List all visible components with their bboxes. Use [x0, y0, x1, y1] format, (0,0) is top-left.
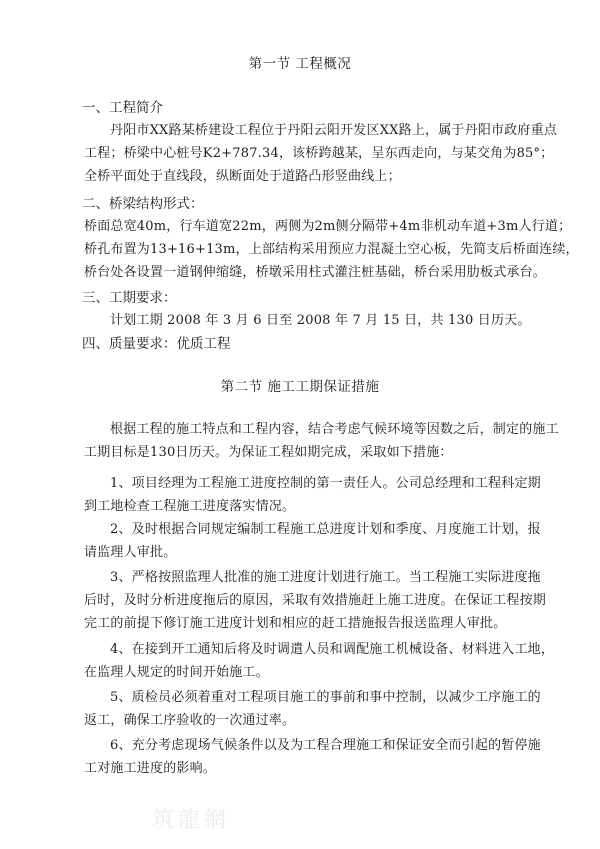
text-line: 工对施工进度的影响。 [84, 761, 217, 776]
text-line: 4、在接到开工通知后将及时调遣人员和调配施工机械设备、材料进入工地， [110, 642, 555, 657]
text-line: 后时，及时分析进度拖后的原因，采取有效措施赶上施工进度。在保证工程按期 [84, 593, 547, 608]
text-line: 6、充分考虑现场气候条件以及为工程合理施工和保证安全而引起的暂停施 [110, 738, 541, 753]
heading-bridge-structure: 二、桥梁结构形式： [82, 196, 204, 212]
text-line: 工程；桥梁中心桩号K2+787.34，该桥跨越某，呈东西走向，与某交角为85°； [84, 146, 554, 161]
text-line: 根据工程的施工特点和工程内容，结合考虑气候环境等因数之后，制定的施工 [110, 422, 559, 437]
text-line: 到工地检查工程施工进度落实情况。 [84, 499, 296, 514]
measure-item-6 [84, 734, 541, 780]
text-line: 5、质检员必须着重对工程项目施工的事前和事中控制，以减少工序施工的 [110, 690, 541, 705]
paragraph-bridge-structure [84, 215, 579, 284]
text-line: 2、及时根据合同规定编制工程施工总进度计划和季度、月度施工计划，报 [110, 522, 541, 537]
text-line: 桥面总宽40m，行车道宽22m，两侧为2m侧分隔带+4m非机动车道+3m人行道； [84, 219, 572, 234]
text-line: 桥台处各设置一道钢伸缩缝，桥墩采用柱式灌注桩基础，桥台采用肋板式承台。 [84, 265, 547, 280]
text-line: 全桥平面处于直线段，纵断面处于道路凸形竖曲线上； [84, 169, 401, 184]
paragraph-project-overview [84, 119, 558, 188]
paragraph-intro [84, 418, 559, 464]
text-line: 完工的前提下修订施工进度计划和相应的赶工措施报告报送监理人审批。 [84, 616, 507, 631]
text-line: 1、项目经理为工程施工进度控制的第一责任人。公司总经理和工程科定期 [110, 476, 541, 491]
text-line: 计划工期 2008 年 3 月 6 日至 2008 年 7 月 15 日，共 130 日历天。 [110, 313, 531, 328]
text-line: 桥孔布置为13+16+13m，上部结构采用预应力混凝土空心板，先简支后桥面连续， [84, 242, 579, 257]
watermark-logo: 筑龍網 [152, 808, 231, 833]
text-line: 工期目标是130日历天。为保证工程如期完成，采取如下措施： [84, 445, 453, 460]
heading-quality: 四、质量要求：优质工程 [82, 336, 231, 352]
measure-item-1 [84, 472, 541, 518]
measure-item-2 [84, 518, 541, 564]
text-line: 3、严格按照监理人批准的施工进度计划进行施工。当工程施工实际进度拖 [110, 570, 541, 585]
section2-title: 第二节 施工工期保证措施 [220, 379, 380, 395]
text-line: 丹阳市XX路某桥建设工程位于丹阳云阳开发区XX路上，属于丹阳市政府重点 [110, 123, 558, 138]
text-line: 请监理人审批。 [84, 545, 177, 560]
measure-item-5 [84, 686, 541, 732]
measure-item-4 [84, 638, 555, 684]
measure-item-3 [84, 566, 547, 635]
text-line: 在监理人规定的时间开始施工。 [84, 665, 269, 680]
section1-title: 第一节 工程概况 [248, 56, 352, 72]
text-line: 返工，确保工序验收的一次通过率。 [84, 713, 296, 728]
heading-schedule: 三、工期要求： [82, 290, 177, 306]
heading-project-overview: 一、工程简介 [82, 100, 163, 116]
paragraph-schedule [84, 309, 531, 332]
